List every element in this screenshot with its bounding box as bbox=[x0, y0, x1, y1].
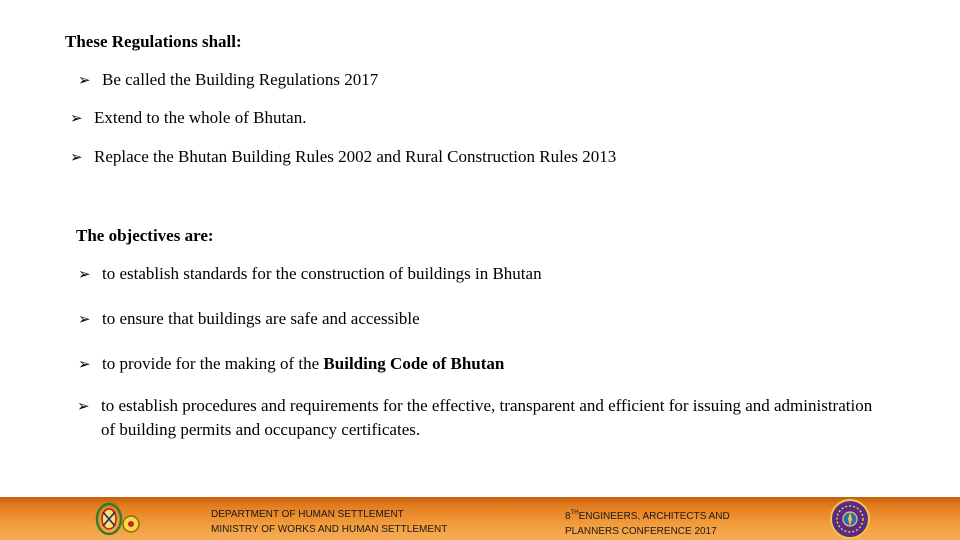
regulations-heading: These Regulations shall: bbox=[65, 32, 242, 51]
conference-ordinal: TH bbox=[570, 510, 579, 516]
department-name: DEPARTMENT OF HUMAN SETTLEMENT bbox=[211, 509, 404, 520]
list-item bbox=[78, 68, 378, 92]
arrow-bullet-icon: ➢ bbox=[78, 310, 91, 328]
bullet-text: Extend to the whole of Bhutan. bbox=[94, 108, 307, 127]
conference-title-line2: PLANNERS CONFERENCE 2017 bbox=[565, 526, 717, 537]
list-item bbox=[78, 262, 542, 286]
ministry-emblem-logo bbox=[93, 498, 143, 540]
bullet-text: to ensure that buildings are safe and accessible bbox=[102, 309, 420, 328]
conference-number: 8 bbox=[565, 511, 571, 522]
arrow-bullet-icon: ➢ bbox=[78, 71, 91, 89]
arrow-bullet-icon: ➢ bbox=[70, 109, 83, 127]
bullet-text: to establish procedures and requirements for the effective, transparent and efficient for issuing and administration of building permits and occupancy certificates. bbox=[101, 396, 873, 439]
ministry-name: MINISTRY OF WORKS AND HUMAN SETTLEMENT bbox=[211, 524, 448, 535]
building-code-phrase: Building Code of Bhutan bbox=[323, 354, 505, 373]
objectives-heading: The objectives are: bbox=[76, 226, 214, 245]
arrow-bullet-icon: ➢ bbox=[78, 265, 91, 283]
royal-seal-logo bbox=[826, 498, 874, 540]
bullet-text: to establish standards for the construction of buildings in Bhutan bbox=[102, 264, 542, 283]
list-item bbox=[78, 352, 504, 376]
list-item bbox=[70, 145, 616, 169]
list-item bbox=[78, 307, 420, 331]
arrow-bullet-icon: ➢ bbox=[77, 397, 90, 415]
conference-title-rest: ENGINEERS, ARCHITECTS AND bbox=[578, 511, 730, 522]
footer-bar bbox=[0, 497, 960, 540]
list-item bbox=[77, 394, 877, 442]
bullet-text: Be called the Building Regulations 2017 bbox=[102, 70, 379, 89]
bullet-text: Replace the Bhutan Building Rules 2002 and Rural Construction Rules 2013 bbox=[94, 147, 617, 166]
arrow-bullet-icon: ➢ bbox=[70, 148, 83, 166]
bullet-text bbox=[102, 352, 504, 376]
conference-title-line1 bbox=[565, 509, 730, 524]
list-item bbox=[70, 106, 306, 130]
bullet-text-plain: to provide for the making of the bbox=[102, 354, 324, 373]
arrow-bullet-icon: ➢ bbox=[78, 355, 91, 373]
